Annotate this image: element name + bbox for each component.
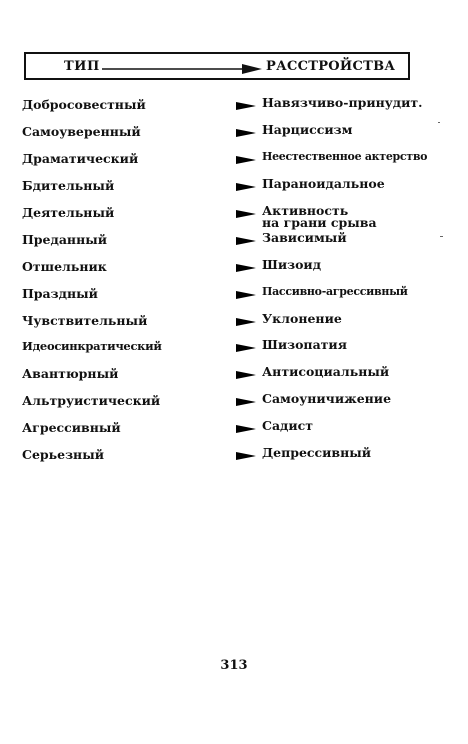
type-label: Драматический: [22, 151, 139, 166]
disorder-label: Садист: [262, 418, 314, 433]
arrow-icon: [148, 452, 256, 460]
disorder-label: Шизоид: [262, 257, 322, 272]
arrow-icon: [148, 425, 256, 433]
table-header: [24, 52, 410, 80]
list-item: [0, 286, 468, 304]
list-item: [0, 420, 468, 438]
disorder-label: Пассивно-агрессивный: [262, 285, 408, 298]
list-item: [0, 178, 468, 196]
disorder-label: Уклонение: [262, 311, 342, 326]
disorder-label: Зависимый: [262, 230, 347, 245]
type-label: Праздный: [22, 286, 98, 301]
type-label: Деятельный: [22, 205, 115, 220]
arrow-icon: [148, 291, 256, 299]
disorder-label: Депрессивный: [262, 445, 372, 460]
arrow-icon: [148, 237, 256, 245]
list-item: [0, 366, 468, 384]
disorder-label: Самоуничижение: [262, 391, 392, 406]
header-arrow-icon: [102, 64, 262, 74]
type-label: Идеосинкратический: [22, 339, 162, 353]
disorder-label: Навязчиво-принудит.: [262, 95, 423, 110]
arrow-icon: [148, 398, 256, 406]
type-label: Добросовестный: [22, 97, 146, 112]
disorder-label: Параноидальное: [262, 176, 385, 191]
type-label: Серьезный: [22, 447, 105, 462]
type-label: Отшельник: [22, 259, 107, 274]
arrow-icon: [148, 156, 256, 164]
list-item: [0, 339, 468, 357]
scan-speck: [438, 122, 440, 123]
arrow-icon: [148, 183, 256, 191]
header-disorder-label: РАССТРОЙСТВА: [266, 59, 396, 74]
disorder-label: Активность на грани срыва: [262, 203, 377, 230]
arrow-icon: [148, 318, 256, 326]
type-label: Авантюрный: [22, 366, 119, 381]
arrow-icon: [148, 344, 256, 352]
arrow-icon: [148, 264, 256, 272]
header-type-label: ТИП: [64, 59, 100, 74]
list-item: [0, 97, 468, 115]
arrow-icon: [148, 210, 256, 218]
scan-speck: [440, 236, 443, 237]
arrow-icon: [148, 371, 256, 379]
arrow-icon: [148, 102, 256, 110]
page-number: 313: [220, 658, 248, 673]
list-item: [0, 393, 468, 411]
list-item: [0, 313, 468, 331]
list-item: [0, 124, 468, 142]
type-label: Бдительный: [22, 178, 115, 193]
arrow-icon: [148, 129, 256, 137]
type-label: Преданный: [22, 232, 108, 247]
disorder-label: Неестественное актерство: [262, 150, 428, 163]
list-item: [0, 447, 468, 465]
type-label: Альтруистический: [22, 393, 161, 408]
list-item: [0, 259, 468, 277]
list-item: [0, 203, 468, 230]
disorder-label: Антисоциальный: [262, 364, 390, 379]
type-label: Агрессивный: [22, 420, 121, 435]
list-item: [0, 151, 468, 169]
disorder-label: Шизопатия: [262, 337, 347, 352]
list-item: [0, 232, 468, 250]
type-label: Самоуверенный: [22, 124, 141, 139]
type-label: Чувствительный: [22, 313, 148, 328]
disorder-label: Нарциссизм: [262, 122, 353, 137]
